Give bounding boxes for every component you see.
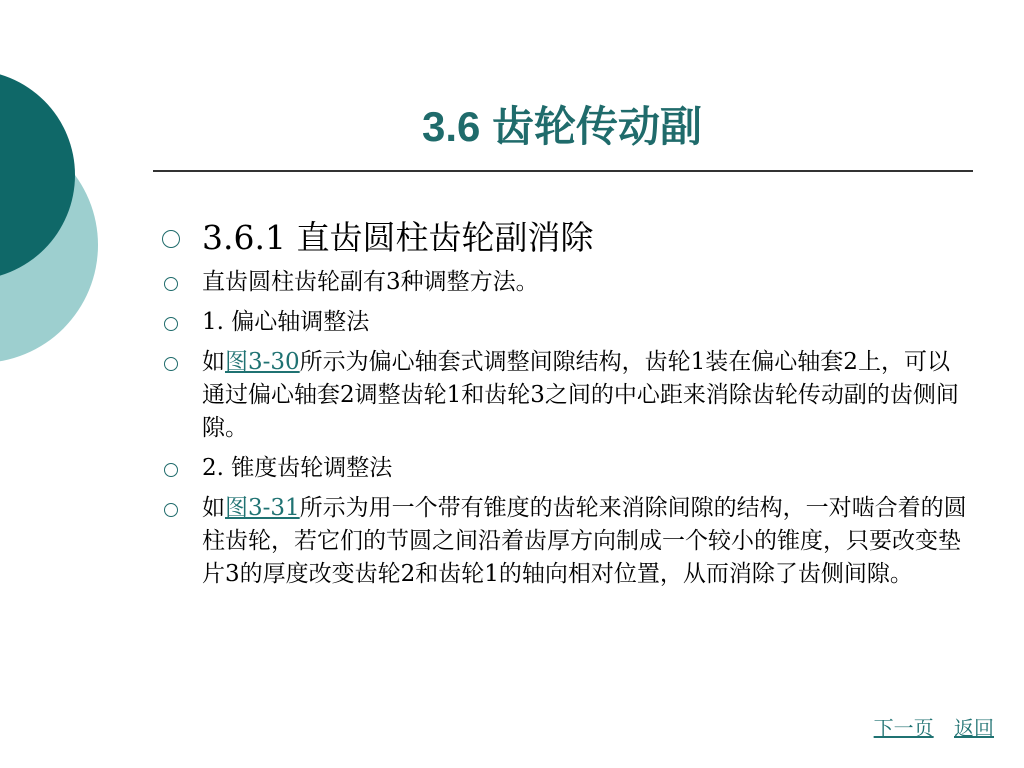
bullet-circle-icon	[160, 214, 202, 248]
section-heading: 3.6.1 直齿圆柱齿轮副消除	[202, 218, 594, 257]
figure-link-3-31[interactable]: 图3-31	[225, 495, 300, 521]
bullet-circle-icon	[160, 492, 202, 517]
text-prefix: 如	[202, 495, 225, 521]
bullet-list	[160, 214, 970, 591]
bullet-item	[160, 452, 970, 485]
bullet-text: 直齿圆柱齿轮副有3种调整方法。	[202, 269, 539, 295]
bullet-circle-icon	[160, 266, 202, 291]
bullet-text	[202, 492, 970, 591]
bullet-circle-icon	[160, 452, 202, 477]
bullet-item	[160, 266, 970, 299]
figure-link-3-30[interactable]: 图3-30	[225, 349, 300, 375]
text-body: 所示为用一个带有锥度的齿轮来消除间隙的结构，一对啮合着的圆柱齿轮，若它们的节圆之间沿着齿厚方向制成一个较小的锥度，只要改变垫片3的厚度改变齿轮2和齿轮1的轴向相对位置，从而消除了齿侧间隙。	[202, 495, 967, 587]
decorative-circles	[0, 0, 130, 420]
bullet-text: 1. 偏心轴调整法	[202, 309, 370, 335]
slide-navigation	[860, 712, 994, 741]
title-divider	[153, 170, 973, 172]
bullet-item	[160, 492, 970, 591]
bullet-item-heading	[160, 214, 970, 262]
text-prefix: 如	[202, 349, 225, 375]
bullet-text	[202, 346, 970, 445]
text-body: 所示为偏心轴套式调整间隙结构，齿轮1装在偏心轴套2上，可以通过偏心轴套2调整齿轮1和齿轮3之间的中心距来消除齿轮传动副的齿侧间隙。	[202, 349, 959, 441]
bullet-circle-icon	[160, 306, 202, 331]
next-page-link[interactable]: 下一页	[873, 716, 934, 740]
bullet-item	[160, 306, 970, 339]
bullet-item	[160, 346, 970, 445]
slide-title: 3.6 齿轮传动副	[421, 103, 703, 150]
bullet-circle-icon	[160, 346, 202, 371]
bullet-text: 2. 锥度齿轮调整法	[202, 455, 393, 481]
back-link[interactable]: 返回	[954, 716, 994, 740]
